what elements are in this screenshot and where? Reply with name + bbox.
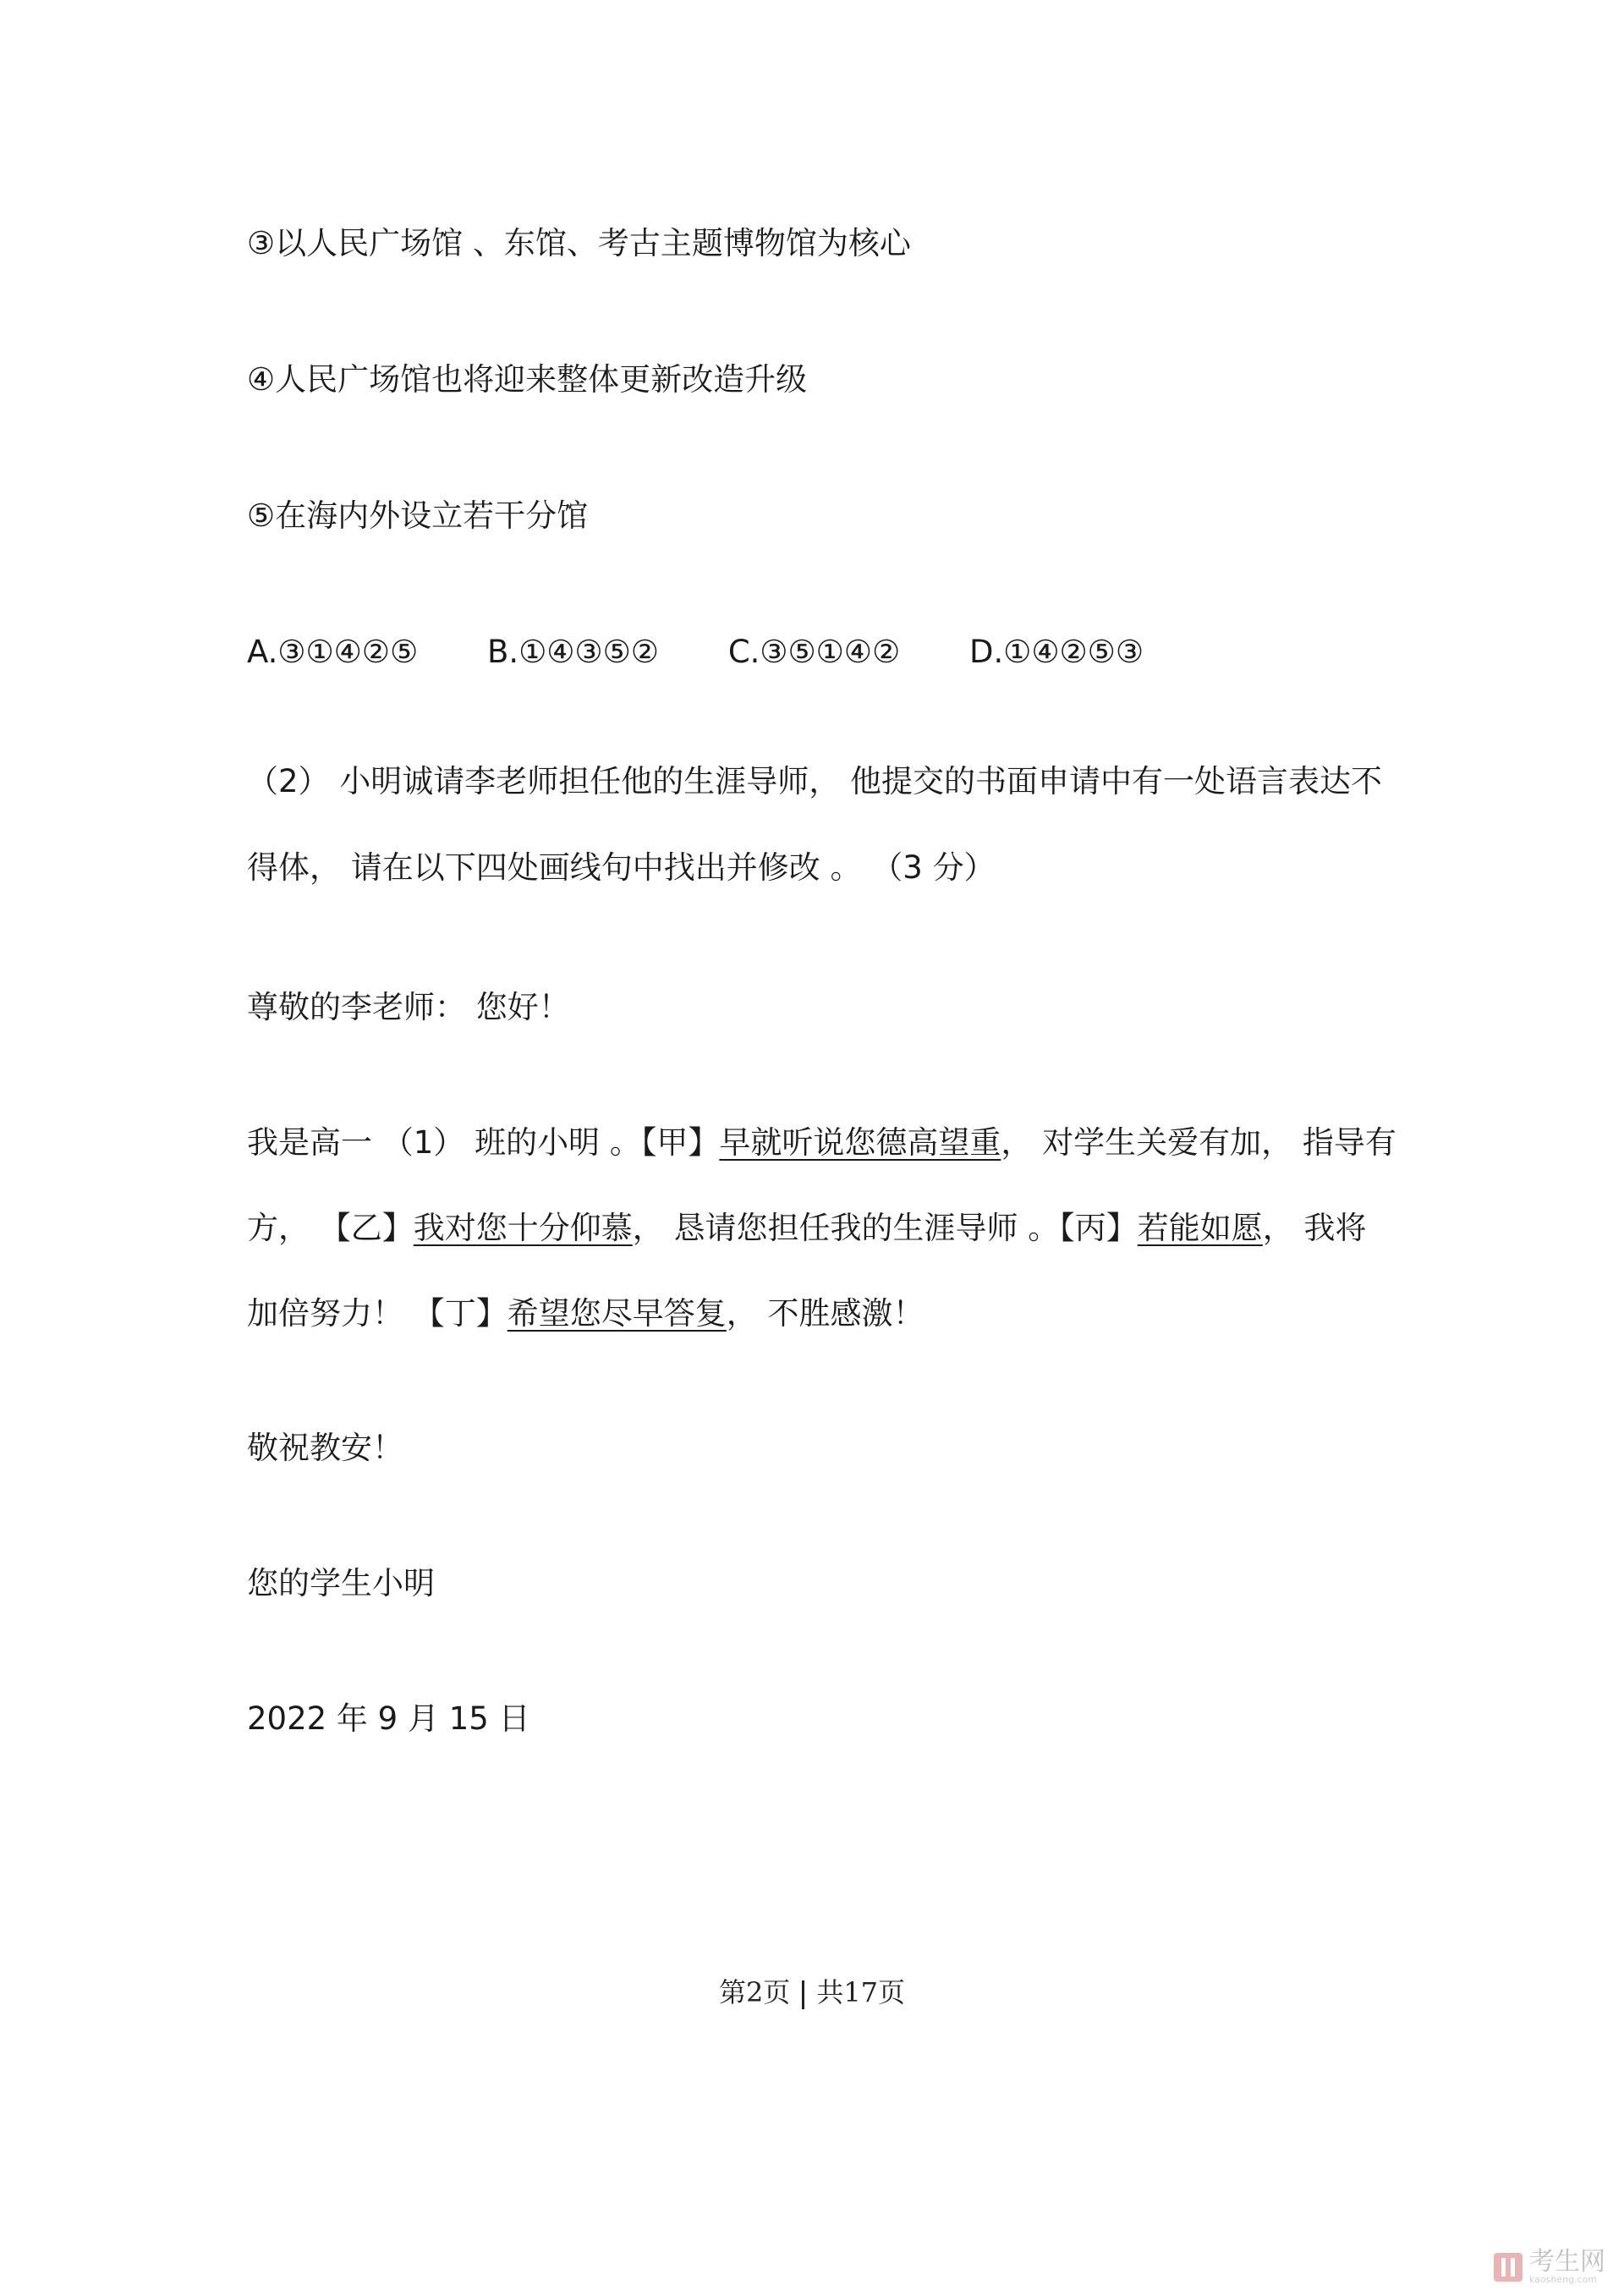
underlined-sentence-yi: 我对您十分仰慕	[413, 1210, 633, 1246]
question-2-line-2: 得体， 请在以下四处画线句中找出并修改 。 （3 分）	[247, 849, 996, 886]
choice-c: C.③⑤①④②	[727, 634, 901, 670]
underlined-sentence-bing: 若能如愿	[1137, 1210, 1263, 1246]
letter-signature: 您的学生小明	[247, 1565, 435, 1601]
page-number: 第2页	[718, 1976, 791, 2008]
choice-a: A.③①④②⑤	[247, 634, 419, 670]
letter-paragraph-line-1	[247, 1121, 1396, 1165]
underlined-sentence-jia: 早就听说您德高望重	[719, 1124, 1001, 1161]
page-footer	[0, 1971, 1624, 2010]
letter-text: ， 不胜感激！	[726, 1295, 924, 1332]
option-item-4: ④人民广场馆也将迎来整体更新改造升级	[247, 361, 808, 398]
watermark-name: 考生网	[1529, 2247, 1605, 2277]
letter-text: 我是高一 （1） 班的小明 。【甲】	[247, 1124, 720, 1161]
letter-text: 方， 【乙】	[247, 1210, 414, 1246]
watermark	[1494, 2249, 1605, 2284]
letter-text: ， 恳请您担任我的生涯导师 。【丙】	[632, 1210, 1138, 1246]
kaosheng-logo-icon	[1494, 2253, 1522, 2282]
letter-closing: 敬祝教安！	[247, 1430, 403, 1466]
letter-date: 2022 年 9 月 15 日	[247, 1700, 530, 1737]
letter-paragraph-line-2	[247, 1206, 1367, 1250]
footer-separator	[802, 1980, 804, 2009]
answer-choices	[247, 630, 1144, 674]
option-item-3: ③以人民广场馆 、东馆、考古主题博物馆为核心	[247, 225, 911, 261]
question-2-line-1: （2） 小明诚请李老师担任他的生涯导师， 他提交的书面申请中有一处语言表达不	[247, 763, 1383, 799]
page-total: 共17页	[816, 1976, 906, 2008]
letter-text: 加倍努力！ 【丁】	[247, 1295, 508, 1332]
underlined-sentence-ding: 希望您尽早答复	[507, 1295, 727, 1332]
option-item-5: ⑤在海内外设立若干分馆	[247, 497, 589, 534]
letter-text: ， 我将	[1262, 1210, 1367, 1246]
letter-salutation: 尊敬的李老师： 您好！	[247, 989, 570, 1025]
choice-d: D.①④②⑤③	[969, 634, 1144, 670]
choice-b: B.①④③⑤②	[487, 634, 660, 670]
letter-paragraph-line-3	[247, 1292, 924, 1336]
watermark-url: kaosheng.com	[1529, 2274, 1598, 2285]
letter-text: ， 对学生关爱有加， 指导有	[1001, 1124, 1396, 1161]
